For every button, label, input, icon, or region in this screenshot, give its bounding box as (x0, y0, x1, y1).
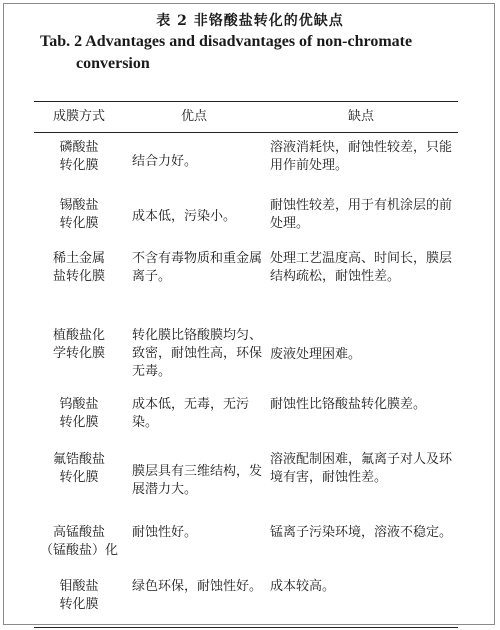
table-row (34, 133, 458, 191)
cell-method: 磷酸盐 转化膜 (59, 140, 99, 173)
header-pros: 优点 (180, 109, 207, 124)
cell-method: 高锰酸盐 （锰酸盐）化 (39, 524, 118, 558)
cell-cons: 耐蚀性比铬酸盐转化膜差。 (270, 396, 427, 412)
cell-cons: 处理工艺温度高、时间长，膜层结构疏松，耐蚀性差。 (270, 250, 453, 284)
comparison-table (34, 101, 458, 628)
header-cons: 缺点 (347, 109, 374, 124)
cell-cons: 锰离子污染环境，溶液不稳定。 (270, 524, 453, 540)
cell-pros: 绿色环保，耐蚀性好。 (132, 578, 263, 594)
table-row (34, 390, 458, 445)
table-caption-cn: 表 2 非铬酸盐转化的优缺点 (156, 13, 344, 29)
cell-cons: 溶液配制困难，氟离子对人及环境有害，耐蚀性差。 (270, 451, 453, 485)
cell-cons: 废液处理困难。 (270, 347, 362, 362)
cell-method: 钼酸盐 转化膜 (59, 578, 99, 612)
table-header-row (34, 102, 458, 133)
table-caption-en-line2: conversion (76, 55, 150, 72)
table-row (34, 518, 458, 572)
cell-pros: 成本低，污染小。 (132, 209, 237, 224)
header-method: 成膜方式 (52, 109, 105, 124)
table-row (34, 244, 458, 321)
table-row (34, 572, 458, 628)
cell-pros: 结合力好。 (132, 153, 198, 169)
cell-pros: 耐蚀性好。 (132, 524, 198, 540)
table-caption-en (40, 31, 480, 75)
table-row (34, 445, 458, 518)
table-caption-en-line1: Tab. 2 Advantages and disadvantages of non-chromate (40, 33, 413, 50)
cell-cons: 耐蚀性较差，用于有机涂层的前处理。 (270, 197, 453, 231)
cell-pros: 膜层具有三维结构，发展潜力大。 (132, 464, 263, 497)
table-row (34, 321, 458, 390)
cell-method: 植酸盐化 学转化膜 (52, 327, 105, 361)
cell-pros: 转化膜比铬酸膜均匀、致密，耐蚀性高，环保无毒。 (132, 327, 263, 379)
cell-cons: 溶液消耗快，耐蚀性较差，只能用作前处理。 (270, 140, 453, 173)
cell-cons: 成本较高。 (270, 578, 336, 594)
cell-pros: 不含有毒物质和重金属离子。 (132, 250, 263, 284)
cell-method: 钨酸盐 转化膜 (59, 396, 99, 430)
table-row (34, 191, 458, 244)
cell-method: 稀土金属 盐转化膜 (52, 250, 105, 284)
cell-pros: 成本低，无毒，无污染。 (132, 396, 250, 430)
cell-method: 锡酸盐 转化膜 (59, 197, 99, 231)
cell-method: 氟锆酸盐 转化膜 (52, 451, 105, 485)
